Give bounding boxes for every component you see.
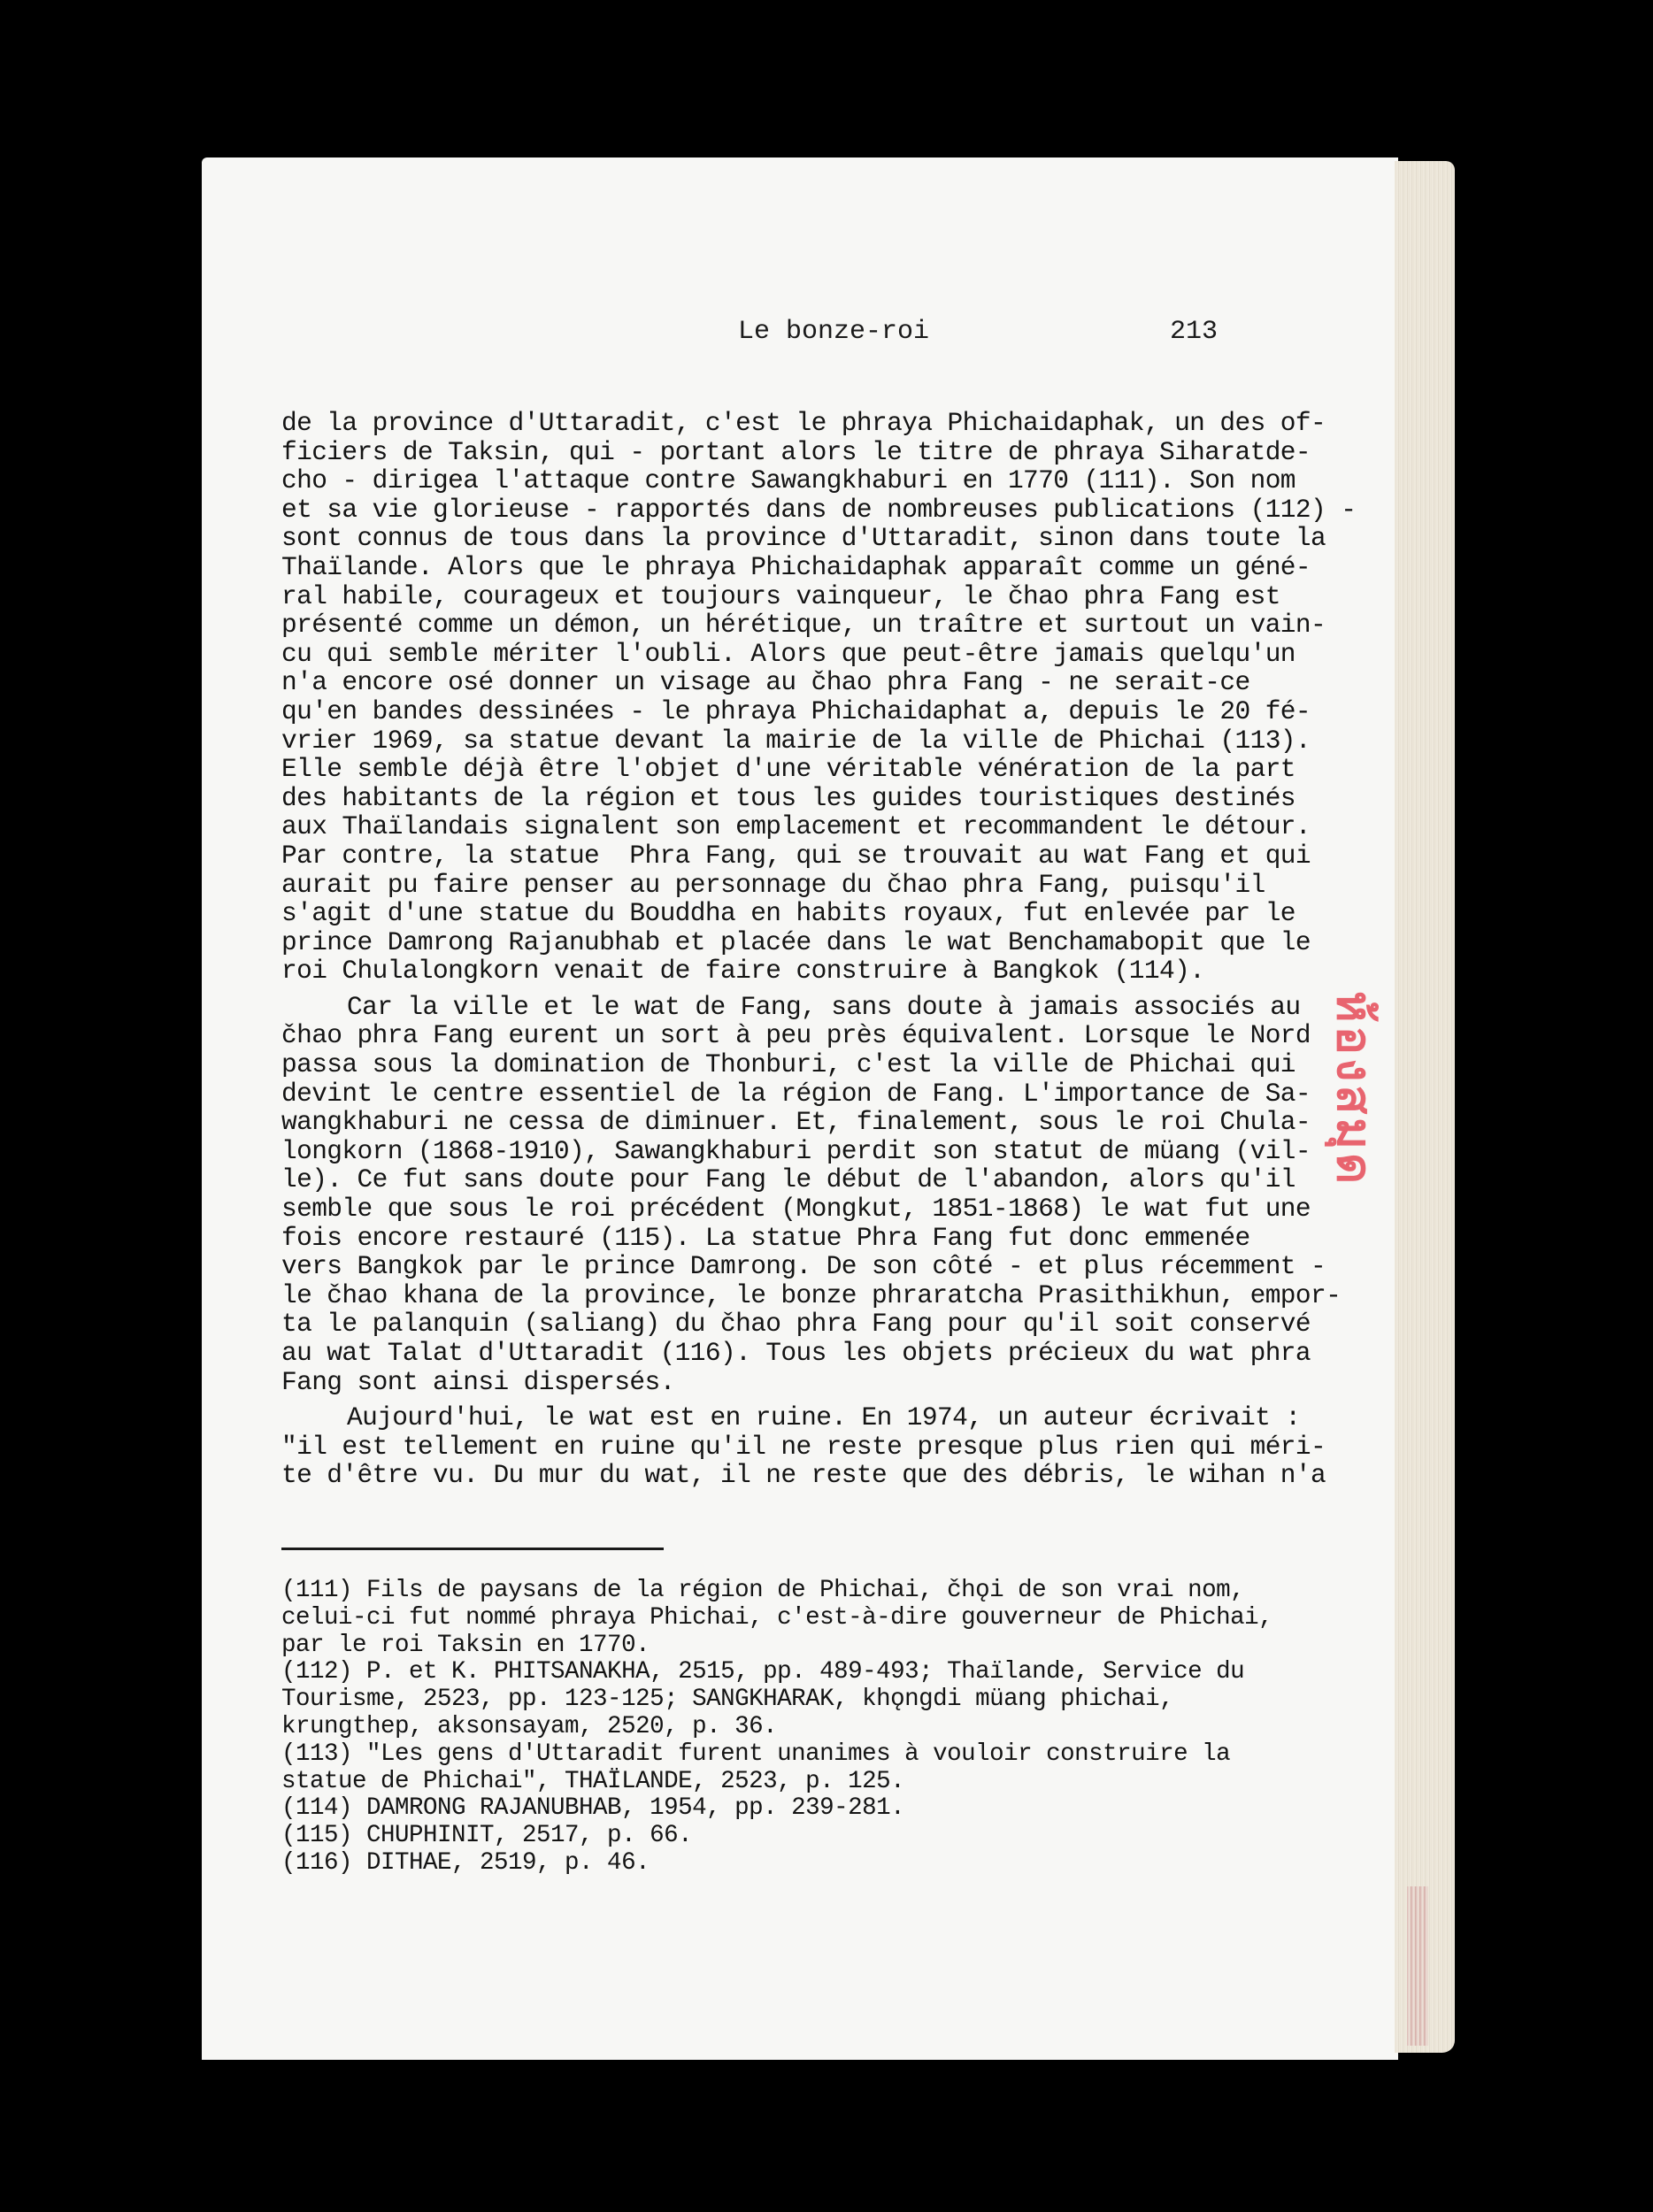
text-line: qu'en bandes dessinées - le phraya Phichaidaphat a, depuis le 20 fé- xyxy=(281,695,1311,726)
text-line: vers Bangkok par le prince Damrong. De son côté - et plus récemment - xyxy=(281,1251,1326,1282)
paragraph xyxy=(281,1402,1326,1491)
page-number: 213 xyxy=(1170,317,1219,347)
footnote xyxy=(281,1823,1264,1850)
footnote-line: krungthep, aksonsayam, 2520, p. 36. xyxy=(281,1712,778,1740)
text-line: Car la ville et le wat de Fang, sans doute à jamais associés au xyxy=(347,991,1301,1022)
text-line: des habitants de la région et tous les guides touristiques destinés xyxy=(281,782,1295,813)
text-line: sont connus de tous dans la province d'Uttaradit, sinon dans toute la xyxy=(281,523,1326,554)
text-line: semble que sous le roi précédent (Mongkut, 1851-1868) le wat fut une xyxy=(281,1194,1311,1225)
text-line: le čhao khana de la province, le bonze phraratcha Prasithikhun, empor- xyxy=(281,1279,1342,1310)
text-line: longkorn (1868-1910), Sawangkhaburi perdit son statut de müang (vil- xyxy=(281,1135,1311,1166)
text-line: Aujourd'hui, le wat est en ruine. En 1974, un auteur écrivait : xyxy=(347,1402,1301,1433)
text-line: ficiers de Taksin, qui - portant alors le titre de phraya Siharatde- xyxy=(281,436,1311,467)
text-line: présenté comme un démon, un hérétique, un traître et surtout un vain- xyxy=(281,610,1326,641)
footnote-line: celui-ci fut nommé phraya Phichai, c'est-à-dire gouverneur de Phichai, xyxy=(281,1603,1273,1632)
footnote-line: (112) P. et K. PHITSANAKHA, 2515, pp. 489-493; Thaïlande, Service du xyxy=(281,1658,1245,1686)
text-line: ta le palanquin (saliang) du čhao phra Fang pour qu'il soit conservé xyxy=(281,1309,1311,1340)
text-line: "il est tellement en ruine qu'il ne reste presque plus rien qui méri- xyxy=(281,1431,1326,1462)
footnote-line: (116) DITHAE, 2519, p. 46. xyxy=(281,1848,650,1877)
library-stamp xyxy=(1327,991,1393,1389)
text-line: le). Ce fut sans doute pour Fang le début de l'abandon, alors qu'il xyxy=(281,1164,1295,1195)
paragraph xyxy=(281,991,1342,1397)
footnote-line: (113) "Les gens d'Uttaradit furent unanimes à vouloir construire la xyxy=(281,1740,1231,1768)
paragraph xyxy=(281,408,1357,987)
text-line: te d'être vu. Du mur du wat, il ne reste que des débris, le wihan n'a xyxy=(281,1460,1326,1491)
text-line: cho - dirigea l'attaque contre Sawangkhaburi en 1770 (111). Son nom xyxy=(281,465,1295,496)
footnote-line: (111) Fils de paysans de la région de Phichai, čhǫi de son vrai nom, xyxy=(281,1577,1245,1604)
footnote-separator xyxy=(281,1548,664,1550)
text-line: passa sous la domination de Thonburi, c'est la ville de Phichai qui xyxy=(281,1049,1295,1080)
footnote xyxy=(281,1577,1273,1659)
page-edge-marking xyxy=(1407,1886,1428,2046)
text-line: s'agit d'une statue du Bouddha en habits royaux, fut enlevée par le xyxy=(281,898,1295,929)
page-edges xyxy=(1395,161,1455,2053)
footnote-line: (115) CHUPHINIT, 2517, p. 66. xyxy=(281,1822,693,1850)
text-line: wangkhaburi ne cessa de diminuer. Et, finalement, sous le roi Chula- xyxy=(281,1107,1311,1138)
running-head-title: Le bonze-roi xyxy=(738,317,930,347)
stamp-text: ห้องสมุด xyxy=(1327,991,1380,1188)
text-line: et sa vie glorieuse - rapportés dans de nombreuses publications (112) - xyxy=(281,494,1357,525)
text-line: Fang sont ainsi dispersés. xyxy=(281,1366,675,1397)
footnote xyxy=(281,1850,1264,1878)
text-line: devint le centre essentiel de la région de Fang. L'importance de Sa- xyxy=(281,1078,1311,1109)
footnote xyxy=(281,1741,1264,1796)
text-line: Elle semble déjà être l'objet d'une véritable vénération de la part xyxy=(281,754,1295,785)
text-line: Par contre, la statue Phra Fang, qui se trouvait au wat Fang et qui xyxy=(281,840,1311,871)
text-line: prince Damrong Rajanubhab et placée dans le wat Benchamabopit que le xyxy=(281,926,1311,957)
text-line: Thaïlande. Alors que le phraya Phichaidaphak apparaît comme un géné- xyxy=(281,551,1311,582)
text-line: fois encore restauré (115). La statue Phra Fang fut donc emmenée xyxy=(281,1222,1250,1253)
text-line: aux Thaïlandais signalent son emplacement et recommandent le détour. xyxy=(281,811,1311,842)
footnote xyxy=(281,1795,1264,1823)
text-line: roi Chulalongkorn venait de faire construire à Bangkok (114). xyxy=(281,956,1205,987)
footnotes xyxy=(281,1577,1273,1878)
footnote xyxy=(281,1659,1264,1740)
footnote-line: par le roi Taksin en 1770. xyxy=(281,1631,650,1659)
text-line: n'a encore osé donner un visage au čhao phra Fang - ne serait-ce xyxy=(281,667,1250,698)
text-line: de la province d'Uttaradit, c'est le phraya Phichaidaphak, un des of- xyxy=(281,408,1326,438)
footnote-line: Tourisme, 2523, pp. 123-125; SANGKHARAK, khǫngdi müang phichai, xyxy=(281,1686,1174,1714)
text-line: vrier 1969, sa statue devant la mairie de la ville de Phichai (113). xyxy=(281,725,1311,756)
text-line: cu qui semble mériter l'oubli. Alors que peut-être jamais quelqu'un xyxy=(281,638,1295,669)
text-line: au wat Talat d'Uttaradit (116). Tous les objets précieux du wat phra xyxy=(281,1338,1311,1368)
text-line: aurait pu faire penser au personnage du čhao phra Fang, puisqu'il xyxy=(281,869,1265,900)
text-line: čhao phra Fang eurent un sort à peu près équivalent. Lorsque le Nord xyxy=(281,1020,1311,1051)
text-line: ral habile, courageux et toujours vainqueur, le čhao phra Fang est xyxy=(281,580,1280,611)
footnote-line: statue de Phichai", THAÏLANDE, 2523, p. 125. xyxy=(281,1767,905,1795)
footnote-line: (114) DAMRONG RAJANUBHAB, 1954, pp. 239-281. xyxy=(281,1794,905,1823)
